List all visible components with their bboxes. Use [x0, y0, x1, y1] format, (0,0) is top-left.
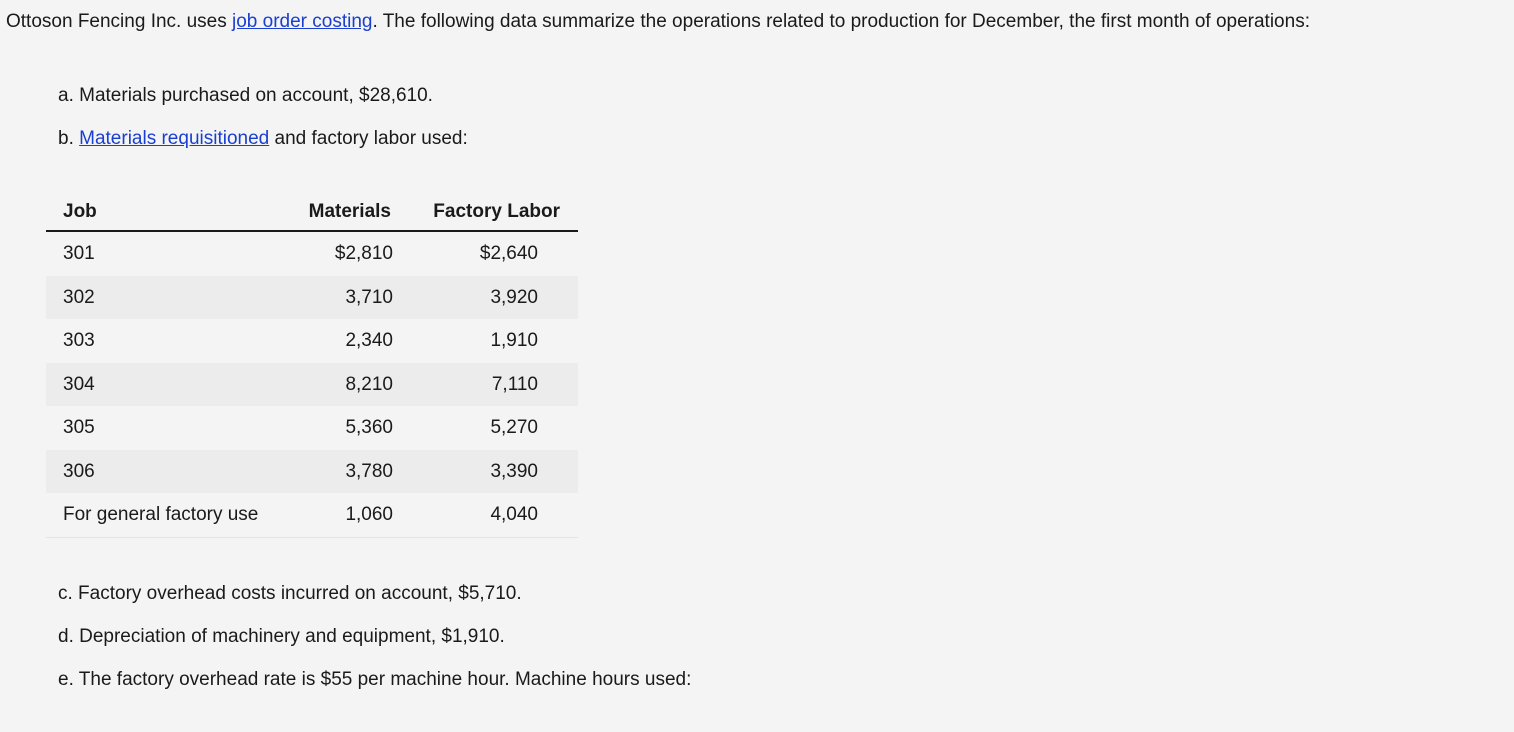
materials-requisitioned-link[interactable]: Materials requisitioned — [79, 128, 270, 149]
item-d: d. Depreciation of machinery and equipment, $1,910. — [58, 626, 505, 647]
cell-materials: $2,810 — [334, 243, 393, 264]
cell-labor: 3,920 — [490, 286, 538, 308]
table-row — [46, 406, 578, 450]
cell-job: For general factory use — [63, 504, 259, 525]
table-header — [46, 190, 578, 232]
cell-materials: 3,710 — [345, 286, 393, 308]
item-b-suffix: and factory labor used: — [269, 128, 468, 149]
header-job: Job — [63, 201, 97, 222]
cell-job: 305 — [63, 417, 95, 438]
cell-labor: 3,390 — [490, 460, 538, 482]
item-c: c. Factory overhead costs incurred on account, $5,710. — [58, 583, 522, 604]
item-a: a. Materials purchased on account, $28,610. — [58, 85, 433, 106]
intro-text-start: Ottoson Fencing Inc. uses — [6, 11, 233, 32]
item-b-prefix: b. — [58, 128, 80, 149]
header-materials: Materials — [308, 201, 391, 222]
intro-text-end: . The following data summarize the operations related to production for December, the first month of operations: — [372, 11, 1310, 32]
cell-job: 302 — [63, 286, 95, 308]
item-e: e. The factory overhead rate is $55 per machine hour. Machine hours used: — [58, 669, 692, 690]
cell-labor: 1,910 — [490, 330, 538, 351]
cell-materials: 8,210 — [345, 373, 393, 395]
item-b — [58, 128, 468, 150]
table-row — [46, 319, 578, 363]
table-row — [46, 276, 578, 320]
cell-labor: 7,110 — [491, 373, 538, 395]
table-row — [46, 493, 578, 538]
cell-labor: 5,270 — [490, 417, 538, 438]
cell-job: 301 — [63, 243, 95, 264]
cell-job: 303 — [63, 330, 95, 351]
cell-job: 304 — [63, 373, 95, 395]
cell-materials: 1,060 — [345, 504, 393, 525]
job-costs-table — [46, 190, 578, 538]
cell-materials: 3,780 — [345, 460, 393, 482]
table-row — [46, 232, 578, 276]
cell-materials: 5,360 — [345, 417, 393, 438]
table-row — [46, 363, 578, 407]
cell-labor: $2,640 — [479, 243, 538, 264]
table-row — [46, 450, 578, 494]
cell-labor: 4,040 — [490, 504, 538, 525]
job-order-costing-link[interactable]: job order costing — [232, 11, 373, 32]
cell-materials: 2,340 — [345, 330, 393, 351]
header-factory-labor: Factory Labor — [433, 201, 560, 222]
cell-job: 306 — [63, 460, 95, 482]
intro-paragraph — [6, 11, 1310, 33]
